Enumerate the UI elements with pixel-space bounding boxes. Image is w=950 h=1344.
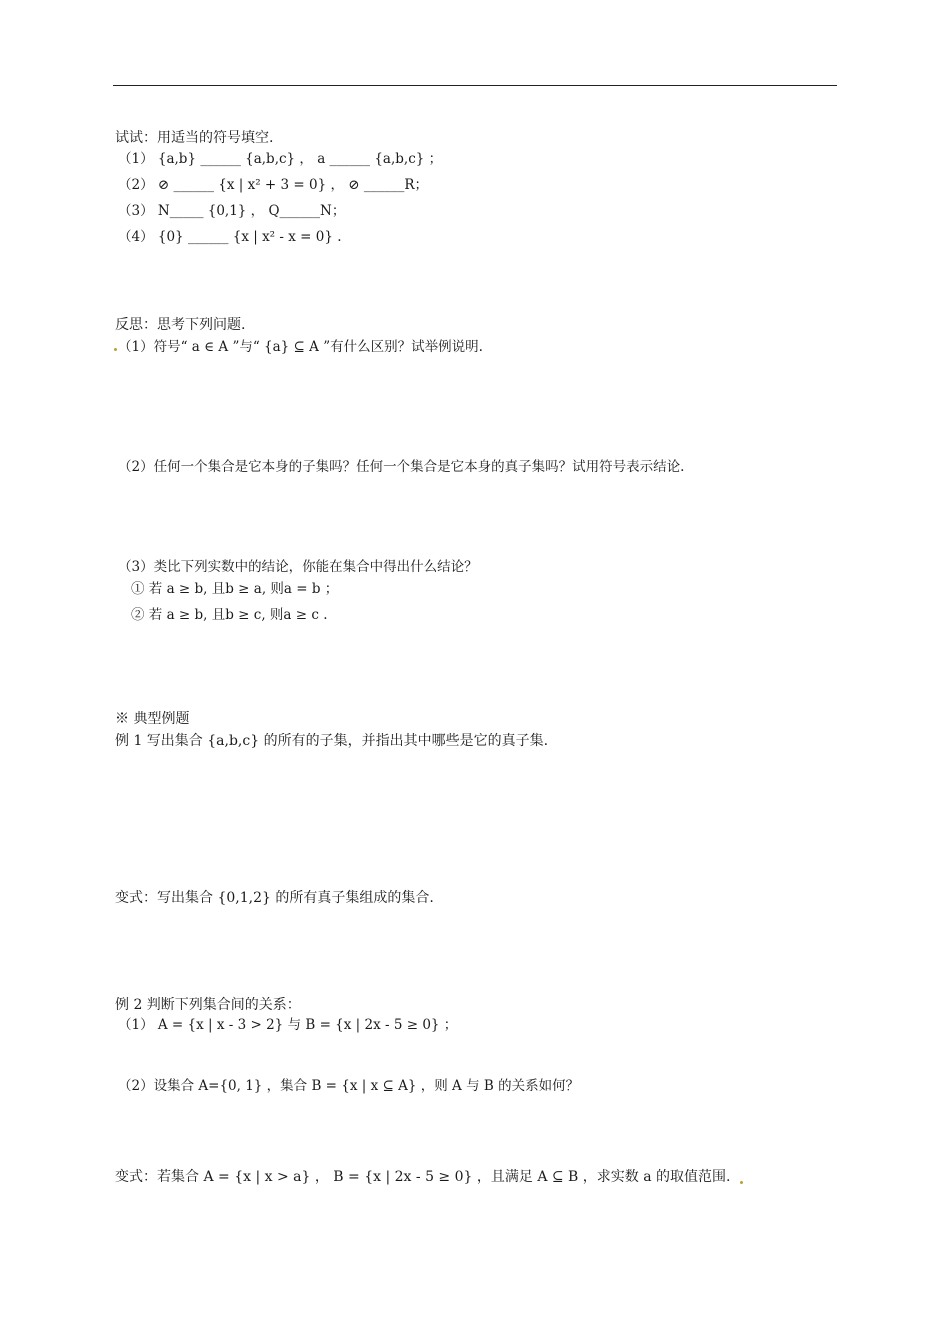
variant-1: 变式：写出集合 {0,1,2} 的所有真子集组成的集合. bbox=[115, 890, 434, 906]
marker-dot bbox=[114, 348, 117, 351]
marker-dot bbox=[740, 1181, 743, 1184]
example-2-part-1: （1） A = {x | x - 3 > 2} 与 B = {x | 2x - 5 ≥ 0} ； bbox=[118, 1017, 458, 1033]
reflect-q3-b: ② 若 a ≥ b, 且b ≥ c, 则a ≥ c . bbox=[131, 607, 328, 623]
variant-2: 变式：若集合 A = {x | x > a} ， B = {x | 2x - 5 ≥ 0} ，且满足 A ⊆ B ，求实数 a 的取值范围. bbox=[115, 1169, 731, 1185]
header-rule bbox=[113, 85, 837, 86]
try-item-4: （4） {0} ______ {x | x² - x = 0} . bbox=[118, 229, 342, 245]
example-2-part-2: （2）设集合 A={0, 1} ，集合 B = {x | x ⊆ A} ，则 A 与 B 的关系如何？ bbox=[118, 1078, 580, 1094]
try-item-1: （1） {a,b} ______ {a,b,c} ， a ______ {a,b,c} ； bbox=[118, 151, 443, 167]
reflect-title: 反思：思考下列问题. bbox=[115, 317, 246, 333]
reflect-q2: （2）任何一个集合是它本身的子集吗？任何一个集合是它本身的真子集吗？试用符号表示结论. bbox=[118, 459, 685, 475]
try-item-3: （3） N_____ {0,1} ， Q______N； bbox=[118, 203, 346, 219]
try-title: 试试：用适当的符号填空. bbox=[115, 130, 274, 146]
example-2: 例 2 判断下列集合间的关系： bbox=[115, 997, 301, 1013]
reflect-q3: （3）类比下列实数中的结论，你能在集合中得出什么结论？ bbox=[118, 559, 478, 575]
try-item-2: （2） ⊘ ______ {x | x² + 3 = 0} ， ⊘ ______R； bbox=[118, 177, 429, 193]
example-1: 例 1 写出集合 {a,b,c} 的所有的子集，并指出其中哪些是它的真子集. bbox=[115, 733, 549, 749]
reflect-q3-a: ① 若 a ≥ b, 且b ≥ a, 则a = b ； bbox=[131, 581, 339, 597]
examples-heading: ※ 典型例题 bbox=[115, 711, 190, 727]
reflect-q1: （1）符号“ a ∈ A ”与“ {a} ⊆ A ”有什么区别？试举例说明. bbox=[118, 339, 483, 355]
